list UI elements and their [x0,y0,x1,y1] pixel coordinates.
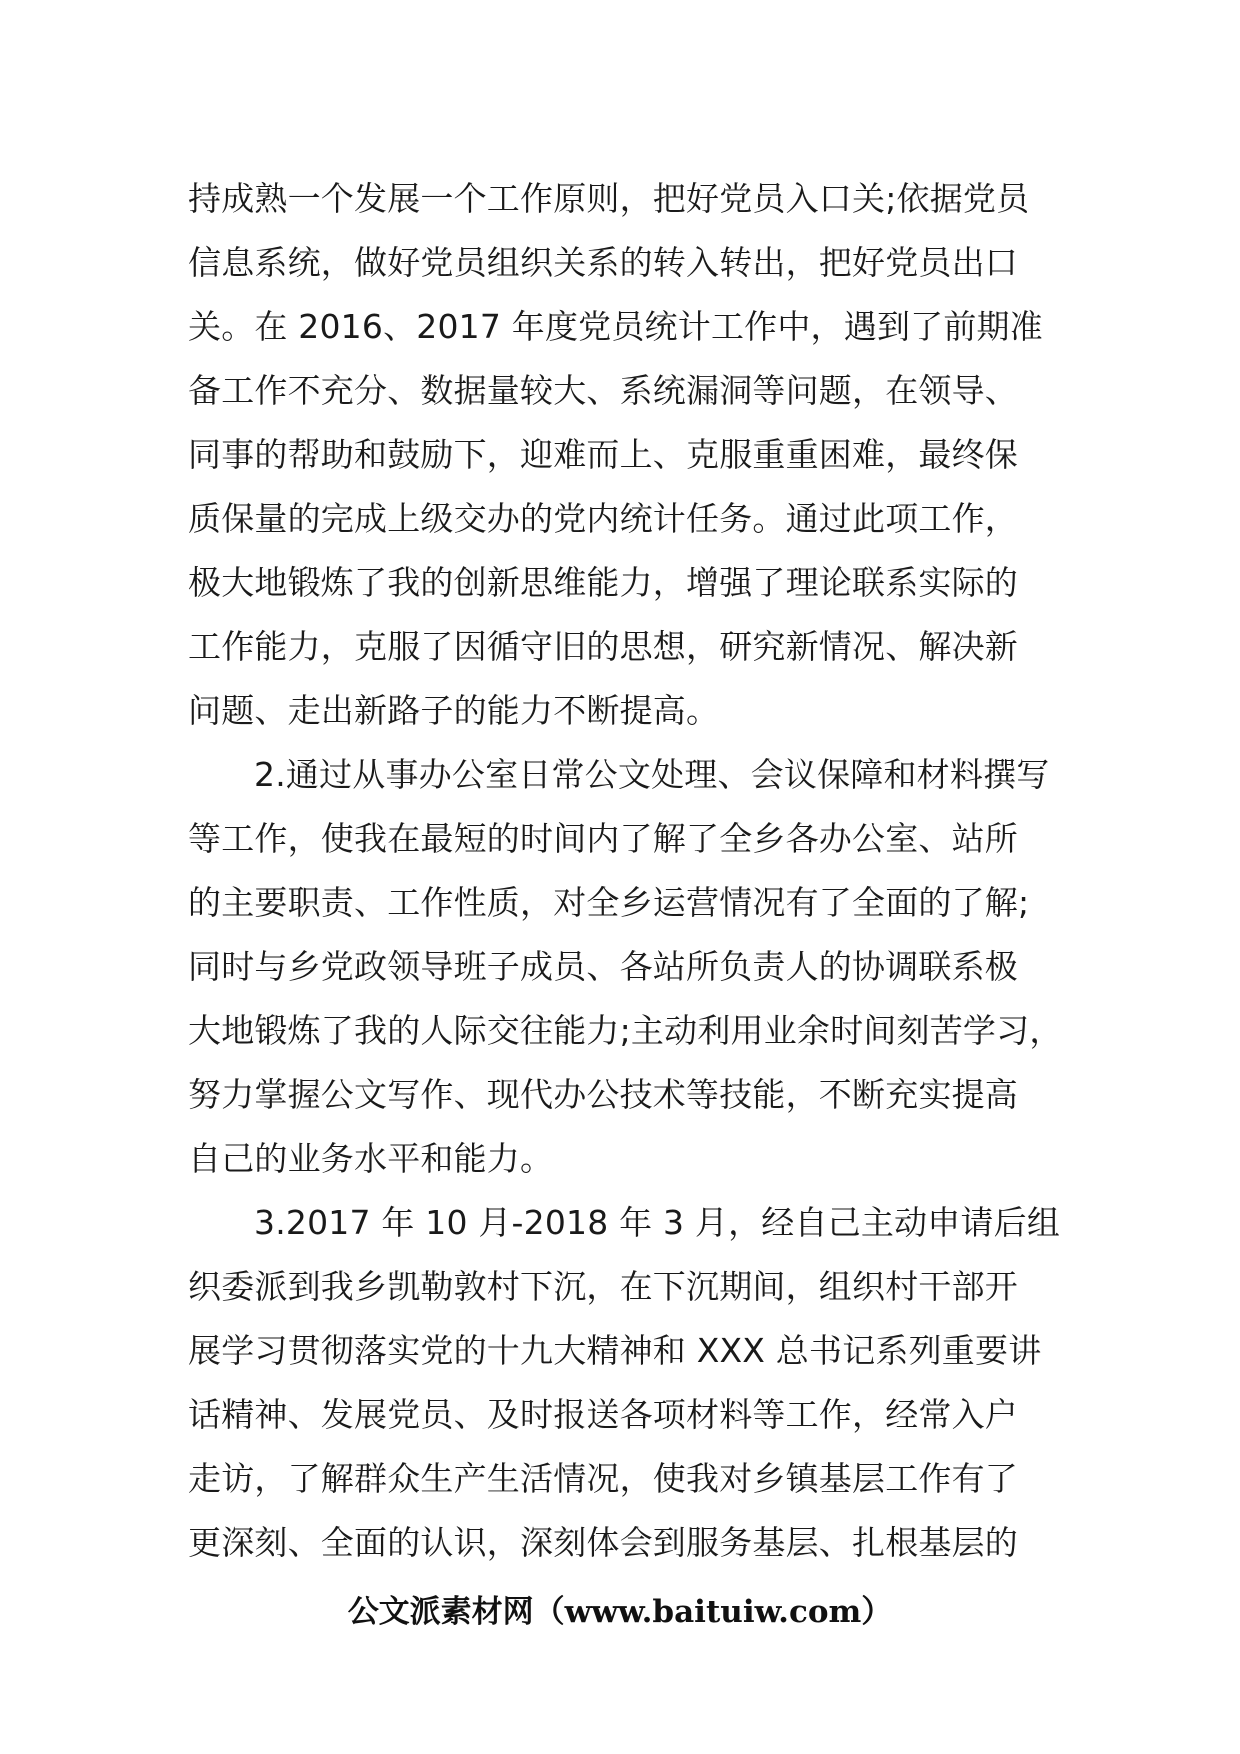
paragraph-start-line: 3.2017 年 10 月-2018 年 3 月，经自己主动申请后组 [254,1203,1061,1242]
text-line: 同事的帮助和鼓励下，迎难而上、克服重重困难，最终保 [188,435,1018,474]
text-line: 关。在 2016、2017 年度党员统计工作中，遇到了前期准 [188,307,1043,346]
text-line: 信息系统，做好党员组织关系的转入转出，把好党员出口 [188,243,1018,282]
text-line: 极大地锻炼了我的创新思维能力，增强了理论联系实际的 [188,563,1018,602]
text-line: 的主要职责、工作性质，对全乡运营情况有了全面的了解; [188,883,1030,922]
text-line: 更深刻、全面的认识，深刻体会到服务基层、扎根基层的 [188,1523,1018,1562]
text-line: 自己的业务水平和能力。 [188,1139,554,1178]
text-line: 话精神、发展党员、及时报送各项材料等工作，经常入户 [188,1395,1018,1434]
text-line: 织委派到我乡凯勒敦村下沉，在下沉期间，组织村干部开 [188,1267,1018,1306]
text-line: 大地锻炼了我的人际交往能力;主动利用业余时间刻苦学习， [188,1011,1063,1050]
text-line: 等工作，使我在最短的时间内了解了全乡各办公室、站所 [188,819,1018,858]
text-line: 努力掌握公文写作、现代办公技术等技能，不断充实提高 [188,1075,1018,1114]
footer-watermark: 公文派素材网（www.baituiw.com） [347,1594,893,1630]
text-line: 同时与乡党政领导班子成员、各站所负责人的协调联系极 [188,947,1018,986]
text-line: 持成熟一个发展一个工作原则，把好党员入口关;依据党员 [188,179,1030,218]
text-line: 质保量的完成上级交办的党内统计任务。通过此项工作， [188,499,1018,538]
text-line: 展学习贯彻落实党的十九大精神和 XXX 总书记系列重要讲 [188,1331,1042,1370]
paragraph-start-line: 2.通过从事办公室日常公文处理、会议保障和材料撰写 [254,755,1050,794]
body-text [188,167,1063,1575]
text-line: 问题、走出新路子的能力不断提高。 [188,691,720,730]
text-line: 备工作不充分、数据量较大、系统漏洞等问题，在领导、 [188,371,1018,410]
text-line: 走访，了解群众生产生活情况，使我对乡镇基层工作有了 [188,1459,1018,1498]
text-line: 工作能力，克服了因循守旧的思想，研究新情况、解决新 [188,627,1018,666]
